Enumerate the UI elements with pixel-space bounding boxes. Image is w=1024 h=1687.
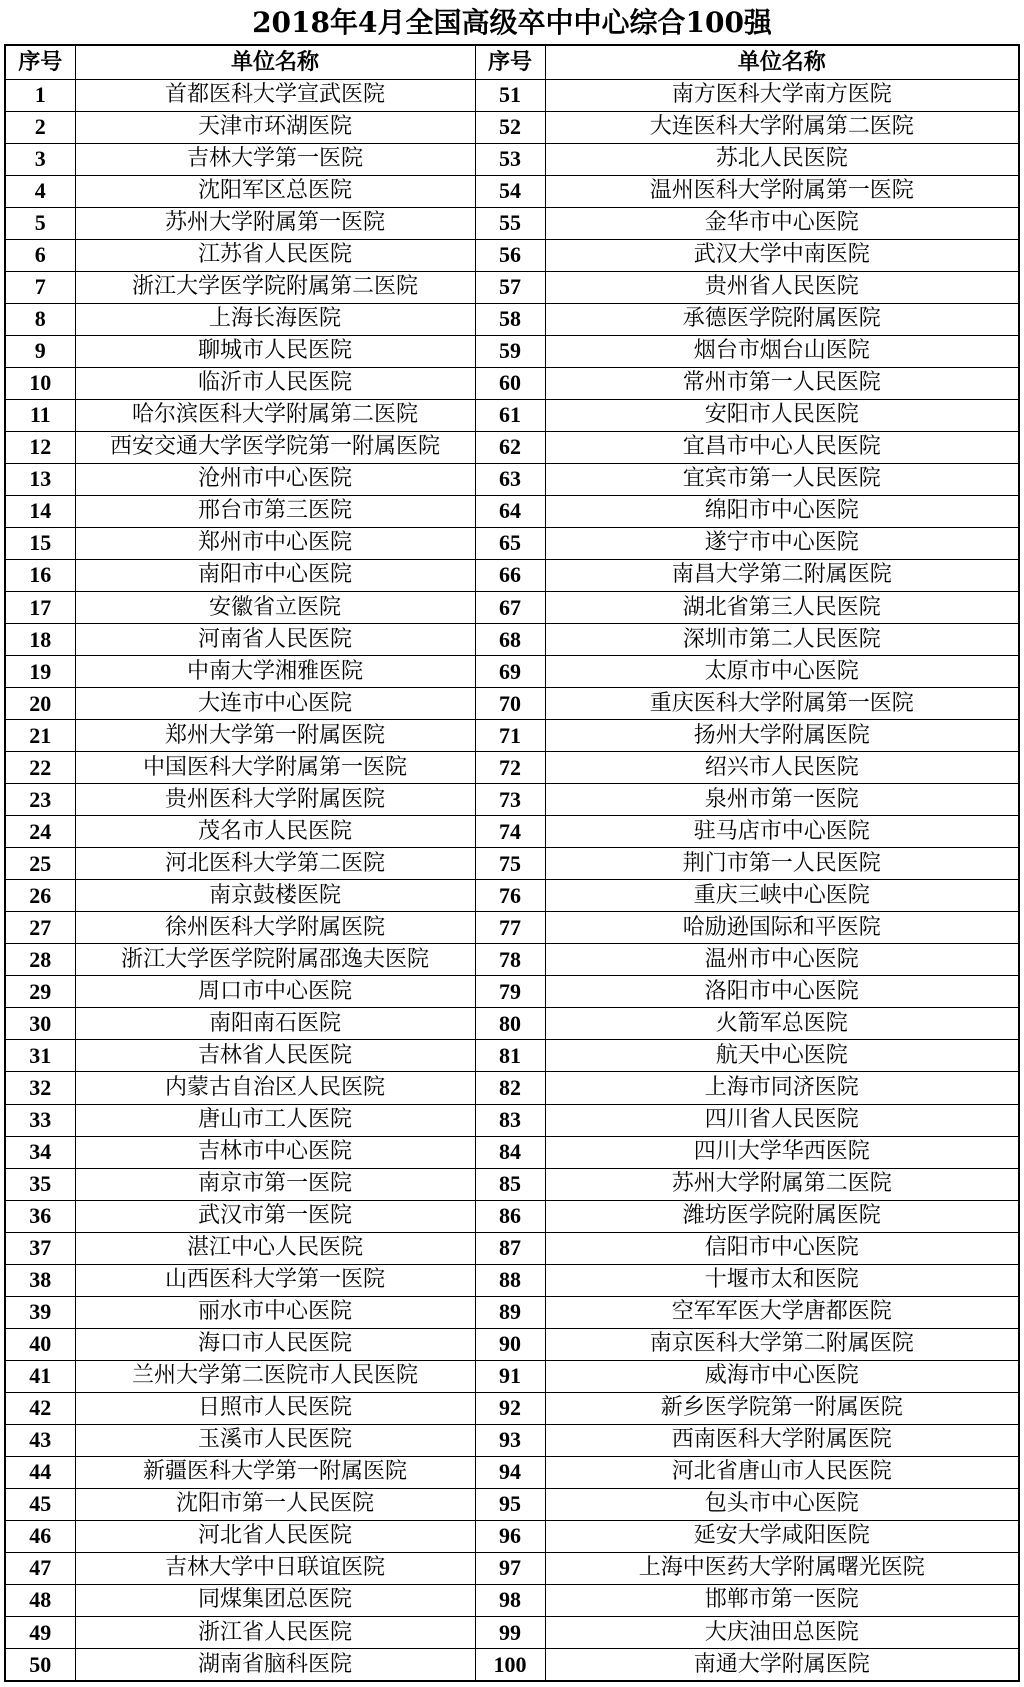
hospital-name-cell: 吉林市中心医院 (75, 1136, 475, 1168)
serial-number-cell: 47 (5, 1552, 75, 1584)
serial-number-cell: 23 (5, 784, 75, 816)
hospital-name-cell: 安阳市人民医院 (545, 399, 1019, 431)
serial-number-cell: 63 (475, 463, 545, 495)
serial-number-cell: 51 (475, 79, 545, 111)
hospital-name-cell: 泉州市第一医院 (545, 784, 1019, 816)
hospital-name-cell: 信阳市中心医院 (545, 1232, 1019, 1264)
table-row (5, 1264, 1019, 1296)
serial-number-cell: 92 (475, 1392, 545, 1424)
serial-number-cell: 79 (475, 976, 545, 1008)
serial-number-cell: 32 (5, 1072, 75, 1104)
serial-number-cell: 46 (5, 1520, 75, 1552)
hospital-name-cell: 玉溪市人民医院 (75, 1424, 475, 1456)
hospital-name-cell: 空军军医大学唐都医院 (545, 1296, 1019, 1328)
serial-number-cell: 93 (475, 1424, 545, 1456)
table-row (5, 880, 1019, 912)
hospital-name-cell: 大连市中心医院 (75, 688, 475, 720)
table-row (5, 1136, 1019, 1168)
hospital-name-cell: 航天中心医院 (545, 1040, 1019, 1072)
table-row (5, 1296, 1019, 1328)
hospital-name-cell: 哈尔滨医科大学附属第二医院 (75, 399, 475, 431)
serial-number-cell: 54 (475, 175, 545, 207)
serial-number-cell: 87 (475, 1232, 545, 1264)
hospital-name-cell: 湛江中心人民医院 (75, 1232, 475, 1264)
hospital-name-cell: 中国医科大学附属第一医院 (75, 752, 475, 784)
hospital-name-cell: 河南省人民医院 (75, 624, 475, 656)
header-name-right: 单位名称 (545, 45, 1019, 79)
serial-number-cell: 98 (475, 1584, 545, 1616)
table-row (5, 1232, 1019, 1264)
hospital-name-cell: 沈阳市第一人民医院 (75, 1488, 475, 1520)
hospital-name-cell: 重庆三峡中心医院 (545, 880, 1019, 912)
hospital-name-cell: 承德医学院附属医院 (545, 303, 1019, 335)
serial-number-cell: 9 (5, 335, 75, 367)
hospital-name-cell: 西安交通大学医学院第一附属医院 (75, 431, 475, 463)
serial-number-cell: 43 (5, 1424, 75, 1456)
serial-number-cell: 27 (5, 912, 75, 944)
hospital-name-cell: 驻马店市中心医院 (545, 816, 1019, 848)
hospital-name-cell: 南阳南石医院 (75, 1008, 475, 1040)
serial-number-cell: 38 (5, 1264, 75, 1296)
table-row (5, 111, 1019, 143)
serial-number-cell: 84 (475, 1136, 545, 1168)
serial-number-cell: 34 (5, 1136, 75, 1168)
serial-number-cell: 20 (5, 688, 75, 720)
serial-number-cell: 66 (475, 559, 545, 591)
hospital-name-cell: 大连医科大学附属第二医院 (545, 111, 1019, 143)
serial-number-cell: 88 (475, 1264, 545, 1296)
hospital-name-cell: 天津市环湖医院 (75, 111, 475, 143)
hospital-name-cell: 十堰市太和医院 (545, 1264, 1019, 1296)
table-row (5, 271, 1019, 303)
serial-number-cell: 100 (475, 1649, 545, 1681)
hospital-name-cell: 吉林大学中日联谊医院 (75, 1552, 475, 1584)
serial-number-cell: 83 (475, 1104, 545, 1136)
table-row (5, 335, 1019, 367)
table-row (5, 143, 1019, 175)
serial-number-cell: 10 (5, 367, 75, 399)
serial-number-cell: 49 (5, 1617, 75, 1649)
hospital-name-cell: 南昌大学第二附属医院 (545, 559, 1019, 591)
serial-number-cell: 89 (475, 1296, 545, 1328)
table-row (5, 463, 1019, 495)
hospital-name-cell: 西南医科大学附属医院 (545, 1424, 1019, 1456)
serial-number-cell: 73 (475, 784, 545, 816)
ranking-table (4, 44, 1020, 1682)
table-row (5, 1104, 1019, 1136)
hospital-name-cell: 江苏省人民医院 (75, 239, 475, 271)
serial-number-cell: 7 (5, 271, 75, 303)
hospital-name-cell: 哈励逊国际和平医院 (545, 912, 1019, 944)
table-row (5, 367, 1019, 399)
serial-number-cell: 71 (475, 720, 545, 752)
hospital-name-cell: 武汉大学中南医院 (545, 239, 1019, 271)
header-name-left: 单位名称 (75, 45, 475, 79)
serial-number-cell: 42 (5, 1392, 75, 1424)
hospital-name-cell: 上海中医药大学附属曙光医院 (545, 1552, 1019, 1584)
hospital-name-cell: 邯郸市第一医院 (545, 1584, 1019, 1616)
table-body (5, 79, 1019, 1681)
table-row (5, 1168, 1019, 1200)
serial-number-cell: 48 (5, 1584, 75, 1616)
hospital-name-cell: 河北省唐山市人民医院 (545, 1456, 1019, 1488)
hospital-name-cell: 苏州大学附属第一医院 (75, 207, 475, 239)
serial-number-cell: 5 (5, 207, 75, 239)
hospital-name-cell: 南京市第一医院 (75, 1168, 475, 1200)
hospital-name-cell: 中南大学湘雅医院 (75, 656, 475, 688)
serial-number-cell: 61 (475, 399, 545, 431)
serial-number-cell: 19 (5, 656, 75, 688)
serial-number-cell: 3 (5, 143, 75, 175)
serial-number-cell: 64 (475, 495, 545, 527)
serial-number-cell: 35 (5, 1168, 75, 1200)
serial-number-cell: 16 (5, 559, 75, 591)
hospital-name-cell: 贵州医科大学附属医院 (75, 784, 475, 816)
serial-number-cell: 45 (5, 1488, 75, 1520)
serial-number-cell: 56 (475, 239, 545, 271)
hospital-name-cell: 湖南省脑科医院 (75, 1649, 475, 1681)
table-row (5, 1072, 1019, 1104)
hospital-name-cell: 苏北人民医院 (545, 143, 1019, 175)
serial-number-cell: 40 (5, 1328, 75, 1360)
serial-number-cell: 80 (475, 1008, 545, 1040)
table-row (5, 431, 1019, 463)
serial-number-cell: 53 (475, 143, 545, 175)
serial-number-cell: 2 (5, 111, 75, 143)
table-row (5, 656, 1019, 688)
header-serial-left: 序号 (5, 45, 75, 79)
serial-number-cell: 78 (475, 944, 545, 976)
serial-number-cell: 18 (5, 624, 75, 656)
table-row (5, 784, 1019, 816)
serial-number-cell: 99 (475, 1617, 545, 1649)
hospital-name-cell: 浙江大学医学院附属邵逸夫医院 (75, 944, 475, 976)
hospital-name-cell: 茂名市人民医院 (75, 816, 475, 848)
serial-number-cell: 77 (475, 912, 545, 944)
serial-number-cell: 67 (475, 592, 545, 624)
table-row (5, 527, 1019, 559)
hospital-name-cell: 重庆医科大学附属第一医院 (545, 688, 1019, 720)
table-row (5, 1424, 1019, 1456)
hospital-name-cell: 洛阳市中心医院 (545, 976, 1019, 1008)
table-row (5, 944, 1019, 976)
hospital-name-cell: 内蒙古自治区人民医院 (75, 1072, 475, 1104)
hospital-name-cell: 宜宾市第一人民医院 (545, 463, 1019, 495)
serial-number-cell: 72 (475, 752, 545, 784)
serial-number-cell: 85 (475, 1168, 545, 1200)
hospital-name-cell: 沧州市中心医院 (75, 463, 475, 495)
hospital-name-cell: 丽水市中心医院 (75, 1296, 475, 1328)
serial-number-cell: 96 (475, 1520, 545, 1552)
table-row (5, 79, 1019, 111)
serial-number-cell: 1 (5, 79, 75, 111)
serial-number-cell: 17 (5, 592, 75, 624)
hospital-name-cell: 潍坊医学院附属医院 (545, 1200, 1019, 1232)
table-row (5, 752, 1019, 784)
hospital-name-cell: 同煤集团总医院 (75, 1584, 475, 1616)
table-row (5, 848, 1019, 880)
hospital-name-cell: 温州医科大学附属第一医院 (545, 175, 1019, 207)
serial-number-cell: 68 (475, 624, 545, 656)
serial-number-cell: 81 (475, 1040, 545, 1072)
table-row (5, 559, 1019, 591)
hospital-name-cell: 金华市中心医院 (545, 207, 1019, 239)
table-row (5, 1360, 1019, 1392)
serial-number-cell: 22 (5, 752, 75, 784)
table-row (5, 1392, 1019, 1424)
serial-number-cell: 75 (475, 848, 545, 880)
table-row (5, 1456, 1019, 1488)
hospital-name-cell: 扬州大学附属医院 (545, 720, 1019, 752)
hospital-name-cell: 贵州省人民医院 (545, 271, 1019, 303)
table-row (5, 1584, 1019, 1616)
hospital-name-cell: 太原市中心医院 (545, 656, 1019, 688)
hospital-name-cell: 临沂市人民医院 (75, 367, 475, 399)
serial-number-cell: 82 (475, 1072, 545, 1104)
serial-number-cell: 13 (5, 463, 75, 495)
hospital-name-cell: 日照市人民医院 (75, 1392, 475, 1424)
hospital-name-cell: 郑州市中心医院 (75, 527, 475, 559)
serial-number-cell: 62 (475, 431, 545, 463)
hospital-name-cell: 四川省人民医院 (545, 1104, 1019, 1136)
serial-number-cell: 94 (475, 1456, 545, 1488)
hospital-name-cell: 上海长海医院 (75, 303, 475, 335)
table-row (5, 1200, 1019, 1232)
serial-number-cell: 86 (475, 1200, 545, 1232)
hospital-name-cell: 吉林省人民医院 (75, 1040, 475, 1072)
hospital-name-cell: 聊城市人民医院 (75, 335, 475, 367)
hospital-name-cell: 海口市人民医院 (75, 1328, 475, 1360)
hospital-name-cell: 南方医科大学南方医院 (545, 79, 1019, 111)
hospital-name-cell: 温州市中心医院 (545, 944, 1019, 976)
serial-number-cell: 26 (5, 880, 75, 912)
table-row (5, 688, 1019, 720)
hospital-name-cell: 湖北省第三人民医院 (545, 592, 1019, 624)
document-title: 2018年4月全国高级卒中中心综合100强 (252, 6, 772, 39)
table-row (5, 1328, 1019, 1360)
hospital-name-cell: 烟台市烟台山医院 (545, 335, 1019, 367)
serial-number-cell: 57 (475, 271, 545, 303)
hospital-name-cell: 常州市第一人民医院 (545, 367, 1019, 399)
hospital-name-cell: 遂宁市中心医院 (545, 527, 1019, 559)
hospital-name-cell: 深圳市第二人民医院 (545, 624, 1019, 656)
serial-number-cell: 69 (475, 656, 545, 688)
header-serial-right: 序号 (475, 45, 545, 79)
serial-number-cell: 11 (5, 399, 75, 431)
serial-number-cell: 28 (5, 944, 75, 976)
hospital-name-cell: 南京医科大学第二附属医院 (545, 1328, 1019, 1360)
serial-number-cell: 70 (475, 688, 545, 720)
serial-number-cell: 24 (5, 816, 75, 848)
table-row (5, 1617, 1019, 1649)
table-row (5, 207, 1019, 239)
hospital-name-cell: 安徽省立医院 (75, 592, 475, 624)
serial-number-cell: 39 (5, 1296, 75, 1328)
hospital-name-cell: 火箭军总医院 (545, 1008, 1019, 1040)
serial-number-cell: 12 (5, 431, 75, 463)
table-header-row (5, 45, 1019, 79)
table-row (5, 976, 1019, 1008)
serial-number-cell: 29 (5, 976, 75, 1008)
serial-number-cell: 36 (5, 1200, 75, 1232)
serial-number-cell: 59 (475, 335, 545, 367)
hospital-name-cell: 绍兴市人民医院 (545, 752, 1019, 784)
table-row (5, 912, 1019, 944)
hospital-name-cell: 郑州大学第一附属医院 (75, 720, 475, 752)
serial-number-cell: 14 (5, 495, 75, 527)
serial-number-cell: 55 (475, 207, 545, 239)
serial-number-cell: 41 (5, 1360, 75, 1392)
hospital-name-cell: 河北省人民医院 (75, 1520, 475, 1552)
table-row (5, 1488, 1019, 1520)
serial-number-cell: 65 (475, 527, 545, 559)
hospital-name-cell: 浙江大学医学院附属第二医院 (75, 271, 475, 303)
hospital-name-cell: 绵阳市中心医院 (545, 495, 1019, 527)
serial-number-cell: 95 (475, 1488, 545, 1520)
hospital-name-cell: 河北医科大学第二医院 (75, 848, 475, 880)
hospital-name-cell: 邢台市第三医院 (75, 495, 475, 527)
serial-number-cell: 6 (5, 239, 75, 271)
serial-number-cell: 52 (475, 111, 545, 143)
table-row (5, 1649, 1019, 1681)
hospital-name-cell: 武汉市第一医院 (75, 1200, 475, 1232)
hospital-name-cell: 新疆医科大学第一附属医院 (75, 1456, 475, 1488)
hospital-name-cell: 大庆油田总医院 (545, 1617, 1019, 1649)
serial-number-cell: 60 (475, 367, 545, 399)
table-row (5, 239, 1019, 271)
hospital-name-cell: 唐山市工人医院 (75, 1104, 475, 1136)
hospital-name-cell: 吉林大学第一医院 (75, 143, 475, 175)
hospital-name-cell: 南阳市中心医院 (75, 559, 475, 591)
table-row (5, 1520, 1019, 1552)
serial-number-cell: 91 (475, 1360, 545, 1392)
hospital-name-cell: 南通大学附属医院 (545, 1649, 1019, 1681)
serial-number-cell: 76 (475, 880, 545, 912)
serial-number-cell: 74 (475, 816, 545, 848)
hospital-name-cell: 首都医科大学宣武医院 (75, 79, 475, 111)
serial-number-cell: 97 (475, 1552, 545, 1584)
hospital-name-cell: 兰州大学第二医院市人民医院 (75, 1360, 475, 1392)
hospital-name-cell: 宜昌市中心人民医院 (545, 431, 1019, 463)
table-row (5, 624, 1019, 656)
table-row (5, 175, 1019, 207)
serial-number-cell: 50 (5, 1649, 75, 1681)
serial-number-cell: 30 (5, 1008, 75, 1040)
serial-number-cell: 58 (475, 303, 545, 335)
hospital-name-cell: 上海市同济医院 (545, 1072, 1019, 1104)
hospital-name-cell: 包头市中心医院 (545, 1488, 1019, 1520)
serial-number-cell: 90 (475, 1328, 545, 1360)
hospital-name-cell: 苏州大学附属第二医院 (545, 1168, 1019, 1200)
hospital-name-cell: 浙江省人民医院 (75, 1617, 475, 1649)
hospital-name-cell: 徐州医科大学附属医院 (75, 912, 475, 944)
table-row (5, 303, 1019, 335)
table-row (5, 495, 1019, 527)
serial-number-cell: 4 (5, 175, 75, 207)
serial-number-cell: 25 (5, 848, 75, 880)
serial-number-cell: 21 (5, 720, 75, 752)
table-row (5, 399, 1019, 431)
serial-number-cell: 15 (5, 527, 75, 559)
table-row (5, 1008, 1019, 1040)
table-row (5, 592, 1019, 624)
serial-number-cell: 8 (5, 303, 75, 335)
hospital-name-cell: 荆门市第一人民医院 (545, 848, 1019, 880)
table-row (5, 1040, 1019, 1072)
serial-number-cell: 31 (5, 1040, 75, 1072)
hospital-name-cell: 沈阳军区总医院 (75, 175, 475, 207)
hospital-name-cell: 周口市中心医院 (75, 976, 475, 1008)
table-row (5, 816, 1019, 848)
serial-number-cell: 44 (5, 1456, 75, 1488)
hospital-name-cell: 威海市中心医院 (545, 1360, 1019, 1392)
table-row (5, 1552, 1019, 1584)
hospital-name-cell: 南京鼓楼医院 (75, 880, 475, 912)
hospital-name-cell: 延安大学咸阳医院 (545, 1520, 1019, 1552)
hospital-name-cell: 四川大学华西医院 (545, 1136, 1019, 1168)
hospital-name-cell: 山西医科大学第一医院 (75, 1264, 475, 1296)
serial-number-cell: 37 (5, 1232, 75, 1264)
table-row (5, 720, 1019, 752)
hospital-name-cell: 新乡医学院第一附属医院 (545, 1392, 1019, 1424)
serial-number-cell: 33 (5, 1104, 75, 1136)
